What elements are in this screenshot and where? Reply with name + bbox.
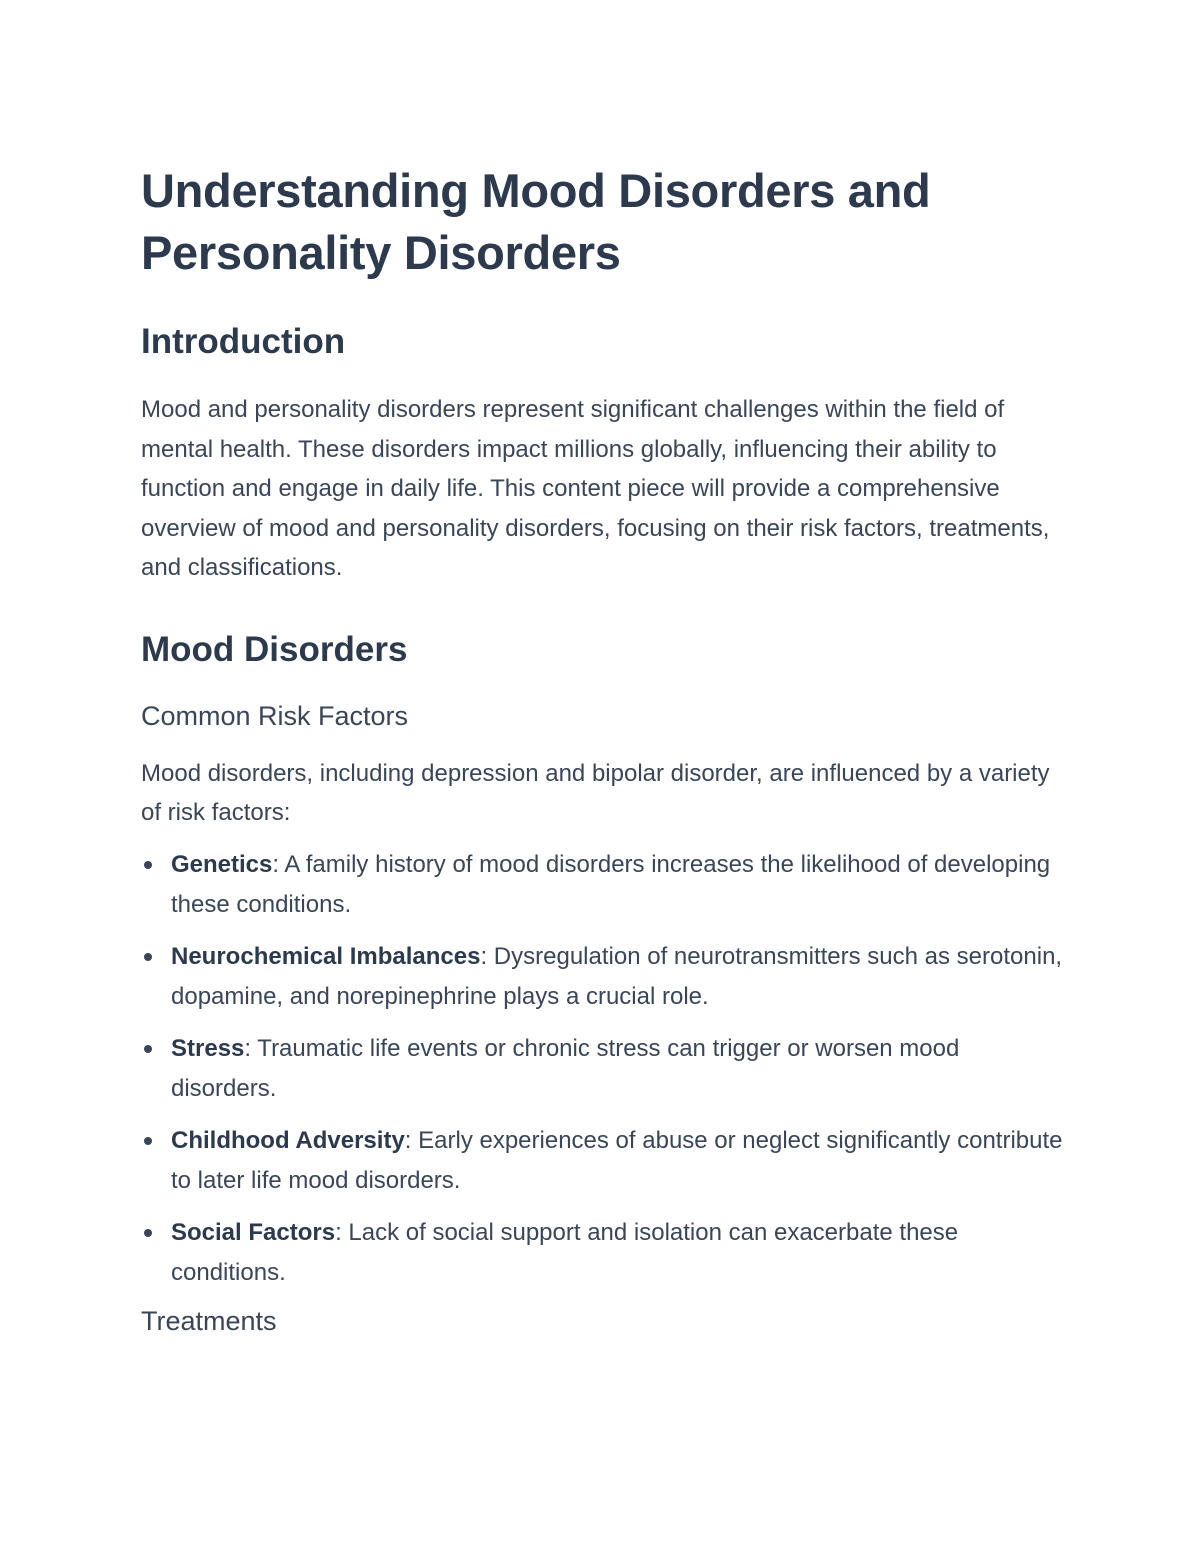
list-item-term: Social Factors <box>171 1218 336 1246</box>
risk-factors-intro: Mood disorders, including depression and bipolar disorder, are influenced by a variety of risk factors: <box>141 759 1050 826</box>
list-item-term: Stress <box>171 1034 245 1062</box>
bullet-icon <box>144 1229 152 1237</box>
subheading-common-risk-factors: Common Risk Factors <box>141 700 409 731</box>
list-item-text: : Traumatic life events or chronic stress can trigger or worsen mood disorders. <box>171 1034 960 1102</box>
subheading-treatments: Treatments <box>141 1305 277 1336</box>
list-item-term: Genetics <box>171 850 273 878</box>
bullet-icon <box>144 861 152 869</box>
section-heading-introduction: Introduction <box>141 322 346 361</box>
list-item <box>141 937 1071 1017</box>
risk-factors-list <box>141 845 1071 1293</box>
document-page <box>141 160 1071 1339</box>
list-item-text: : A family history of mood disorders increases the likelihood of developing these conditions. <box>171 850 1051 918</box>
bullet-icon <box>144 1137 152 1145</box>
document-title: Understanding Mood Disorders and Personality Disorders <box>141 164 931 279</box>
bullet-icon <box>144 1045 152 1053</box>
list-item <box>141 1029 1071 1109</box>
list-item <box>141 845 1071 925</box>
section-heading-mood-disorders: Mood Disorders <box>141 629 408 669</box>
list-item <box>141 1121 1071 1201</box>
bullet-icon <box>144 953 152 961</box>
list-item-text: : Dysregulation of neurotransmitters such as serotonin, dopamine, and norepinephrine plays a crucial role. <box>171 942 1063 1010</box>
list-item <box>141 1213 1071 1293</box>
introduction-paragraph: Mood and personality disorders represent significant challenges within the field of mental health. These disorders impact millions globally, influencing their ability to function and engage in daily life. This content piece will provide a comprehensive overview of mood and personality disorders, focusing on their risk factors, treatments, and classifications. <box>141 396 1050 581</box>
list-item-text: : Lack of social support and isolation can exacerbate these conditions. <box>171 1218 959 1286</box>
list-item-text: : Early experiences of abuse or neglect significantly contribute to later life mood disorders. <box>171 1126 1063 1194</box>
list-item-term: Neurochemical Imbalances <box>171 942 481 970</box>
list-item-term: Childhood Adversity <box>171 1126 405 1154</box>
